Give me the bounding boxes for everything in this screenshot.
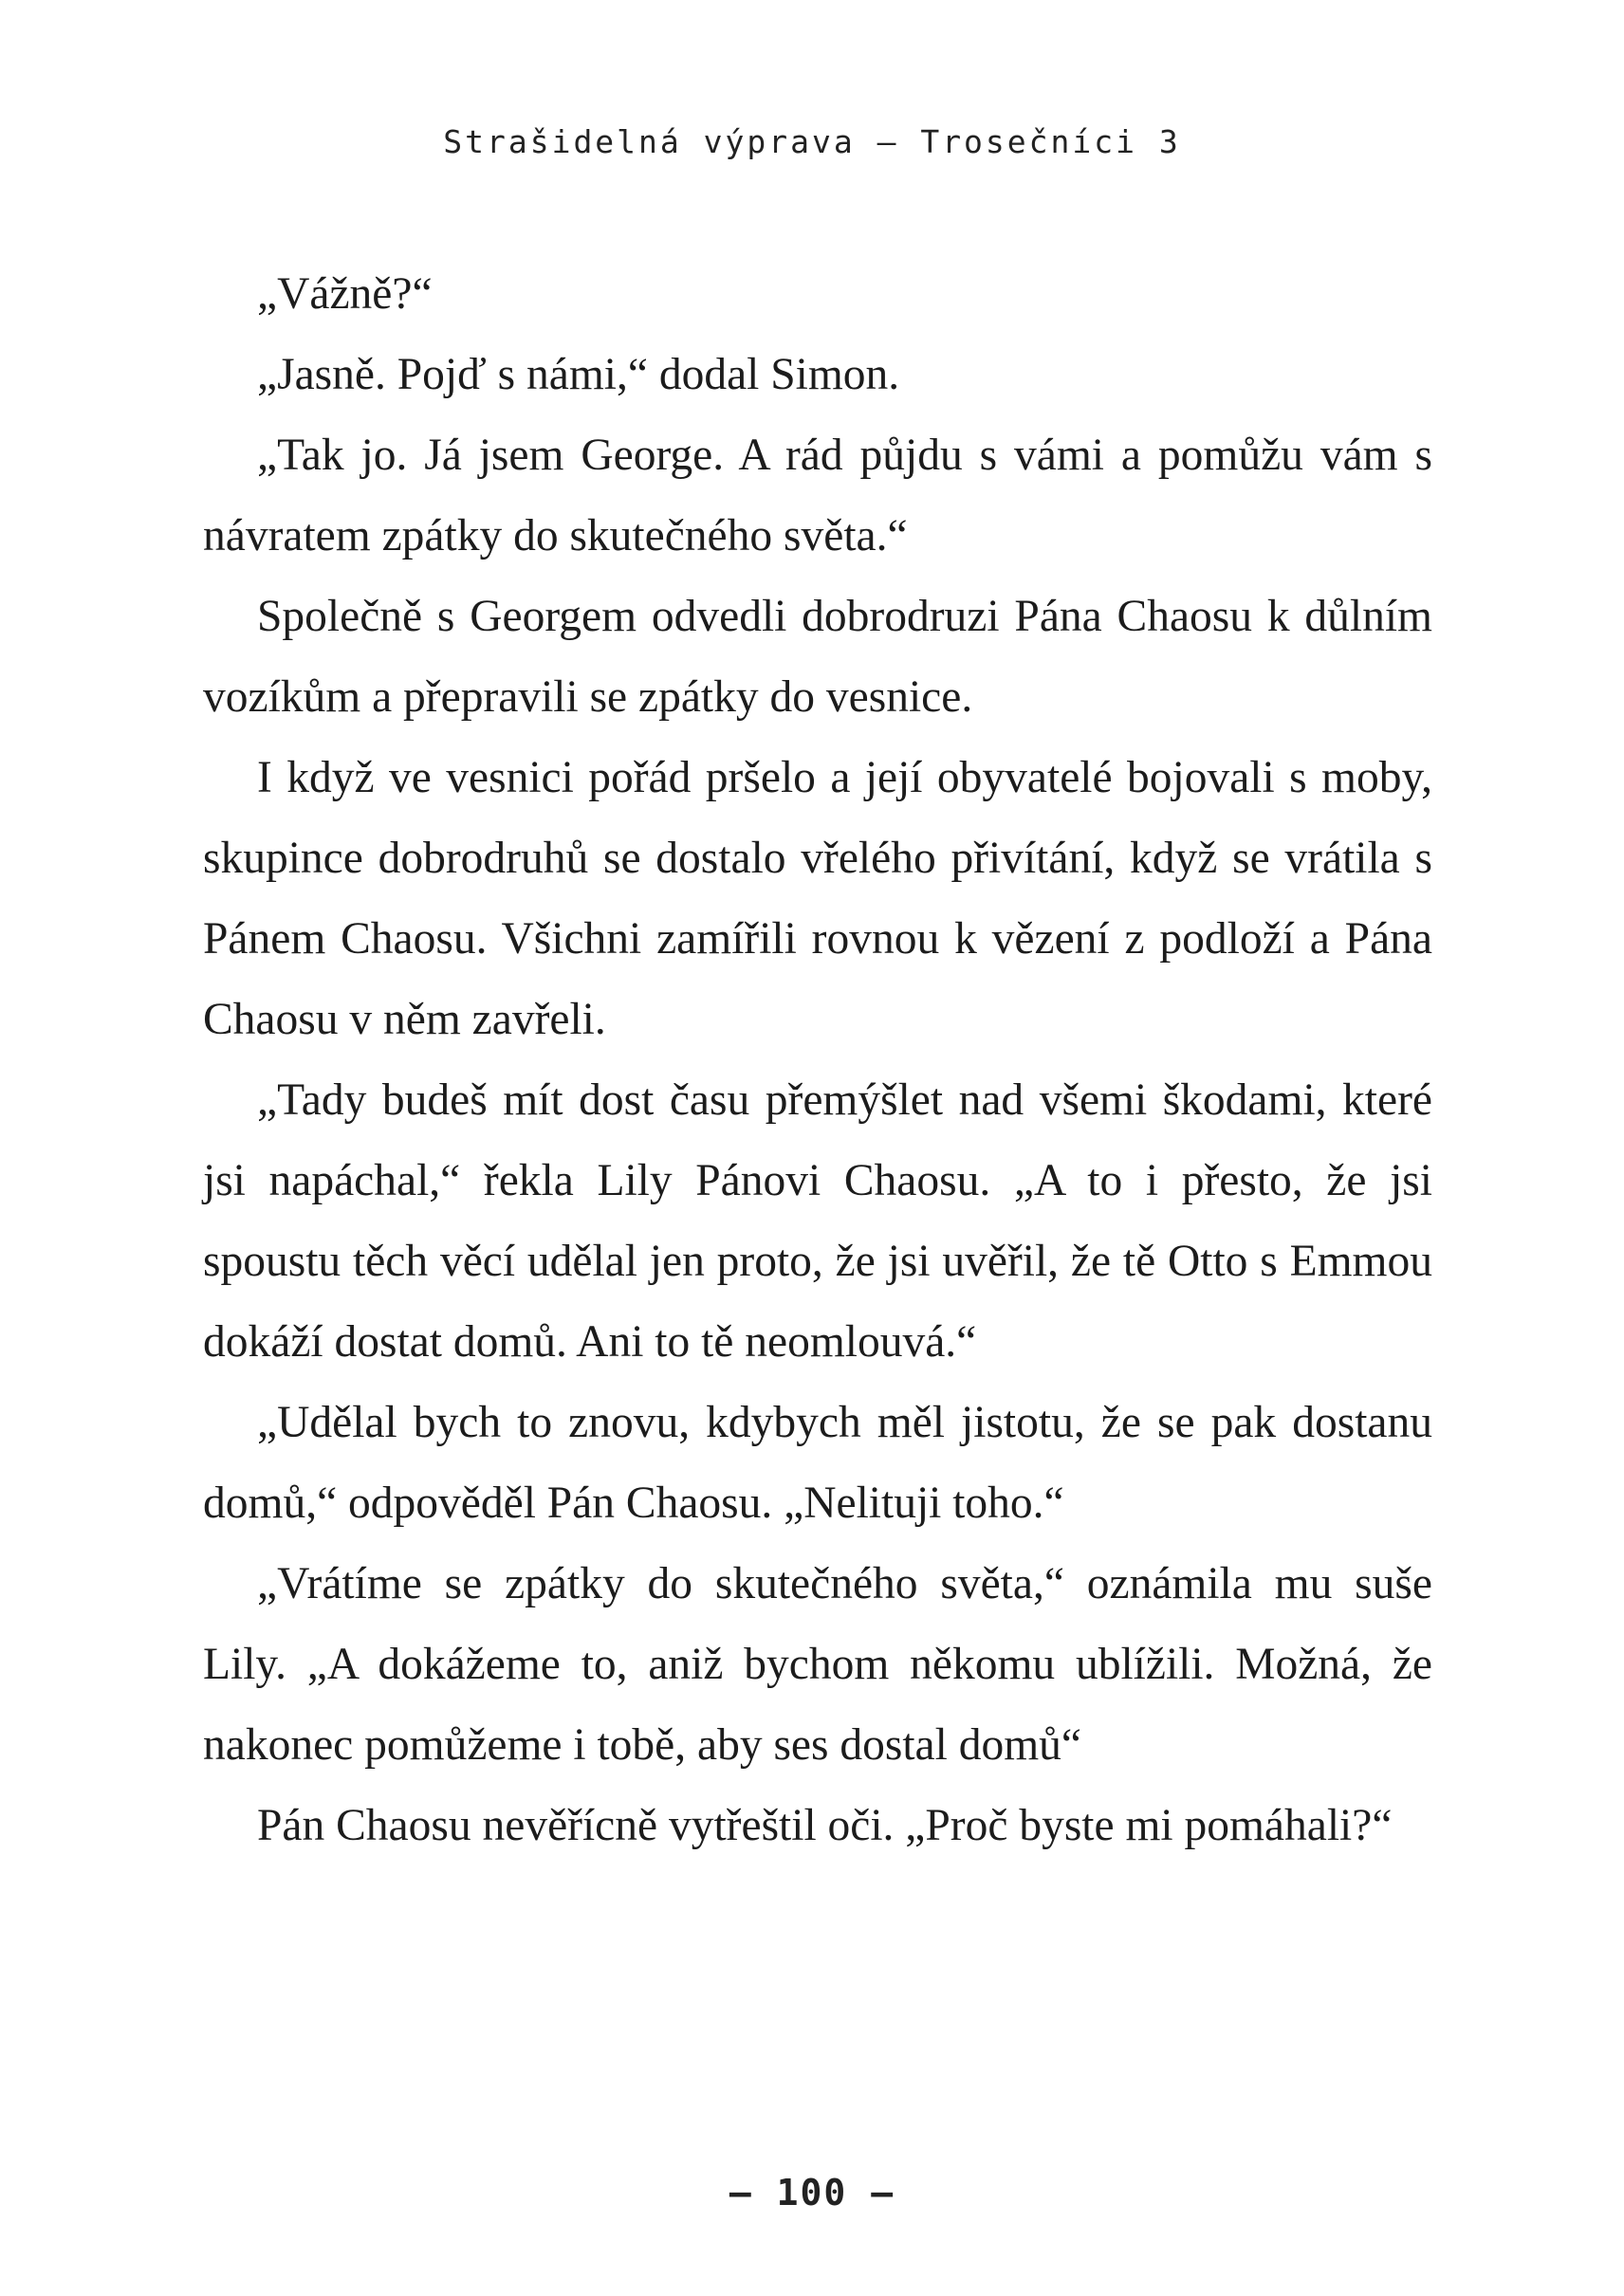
page-number: – 100 –: [729, 2172, 895, 2213]
paragraph: „Jasně. Pojď s námi,“ dodal Simon.: [257, 350, 900, 399]
running-header: Strašidelná výprava – Trosečníci 3: [443, 123, 1181, 160]
body-text: [203, 254, 1432, 1866]
paragraph: „Tady budeš mít dost času přemýšlet nad všemi škodami, které jsi napáchal,“ řekla Lily Pánovi Chaosu. „A to i přesto, že jsi spoustu těch věcí udělal jen proto, že jsi uvěřil, že tě Otto s Emmou dokáží dostat domů. Ani to tě neomlouvá.“: [203, 1075, 1432, 1367]
paragraph: „Udělal bych to znovu, kdybych měl jistotu, že se pak dostanu domů,“ odpověděl Pán Chaosu. „Nelituji toho.“: [203, 1398, 1432, 1528]
paragraph: „Vrátíme se zpátky do skutečného světa,“ oznámila mu suše Lily. „A dokážeme to, aniž bychom někomu ublížili. Možná, že nakonec pomůžeme i tobě, aby ses dostal domů“: [203, 1559, 1432, 1770]
paragraph: Společně s Georgem odvedli dobrodruzi Pána Chaosu k důlním vozíkům a přepravili se zpátky do vesnice.: [203, 592, 1432, 722]
paragraph: „Vážně?“: [257, 269, 433, 319]
paragraph: Pán Chaosu nevěřícně vytřeštil oči. „Proč byste mi pomáhali?“: [257, 1801, 1393, 1850]
paragraph: „Tak jo. Já jsem George. A rád půjdu s vámi a pomůžu vám s návratem zpátky do skutečného světa.“: [203, 431, 1432, 560]
paragraph: I když ve vesnici pořád pršelo a její obyvatelé bojovali s moby, skupince dobrodruhů se dostalo vřelého přivítání, když se vrátila s Pánem Chaosu. Všichni zamířili rovnou k vězení z podloží a Pána Chaosu v něm zavřeli.: [203, 753, 1432, 1044]
